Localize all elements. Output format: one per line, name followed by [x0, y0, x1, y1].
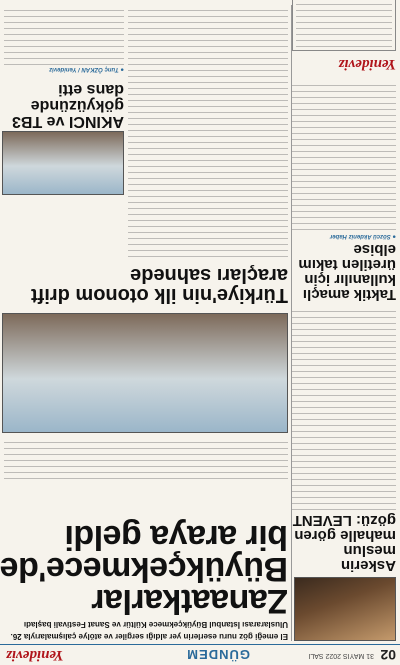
soldier-photo [294, 577, 396, 641]
main-kicker-2: Uluslararası İstanbul Büyükçekmece Kültür ve Sanat Festivali başladı [23, 620, 288, 629]
imprint-box [292, 0, 396, 51]
newspaper-logo: Yenideviz [6, 647, 64, 663]
footer-logo: Yenideviz [338, 56, 396, 72]
akinci-byline: ● Tunç ÖZKAN / Yenideviz [49, 66, 124, 72]
story2-body [292, 80, 396, 230]
story2-byline: ● Sözcü Akdeniz Haber [329, 233, 396, 239]
page-number: 02 [380, 647, 396, 663]
page-date: 31 MAYIS 2022 SALI [308, 652, 374, 659]
main-kicker: El emeği göz nuru eserlerin yer aldığı sergiler ve atölye çalışmalarıyla 26. [10, 632, 288, 641]
main-body-text [4, 437, 288, 479]
drift-body-text [128, 7, 288, 257]
main-headline: Zanaatkarlar Büyükçekmece'de bir araya geldi [0, 518, 288, 620]
main-story [0, 518, 288, 641]
festival-photo [2, 313, 288, 433]
left-column [291, 5, 396, 641]
akinci-body-text [4, 7, 124, 65]
drift-headline: Türkiye'nin ilk otonom drift araçları sahnede [31, 264, 288, 306]
section-title: GÜNDEM [186, 647, 250, 662]
story1-body [292, 310, 396, 510]
aircraft-photo [2, 131, 124, 195]
story2-title: Taktik amaçlı kullanılır için üretilen takım elbise [298, 241, 396, 303]
page-header [0, 644, 400, 665]
akinci-headline: AKINCI ve TB3 gökyüzünde dans etti [11, 81, 124, 130]
story1-title: Askerin meslun mahalle gören gözü: LEVENT [292, 512, 396, 574]
